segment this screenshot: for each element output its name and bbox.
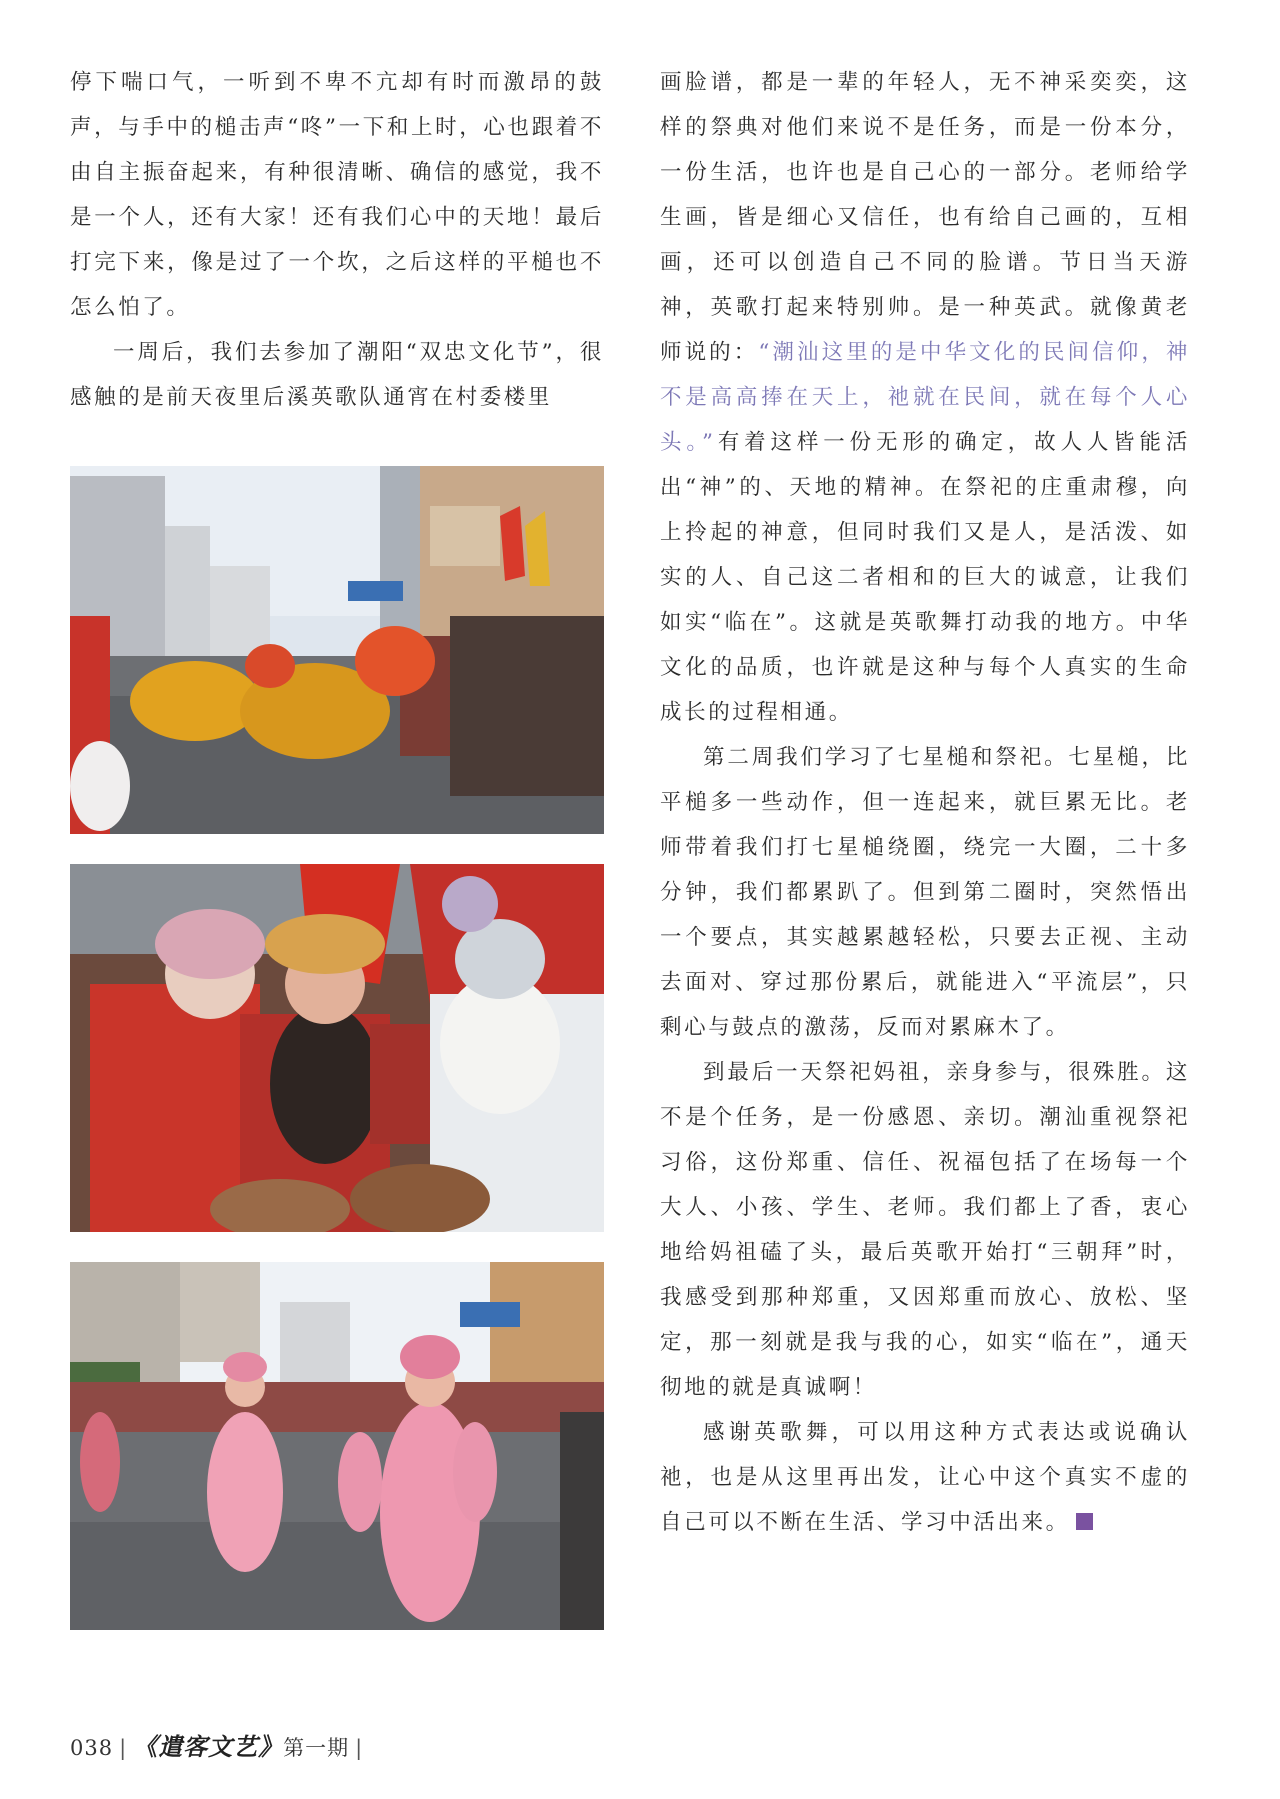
pink-costume-parade-photo [70, 1262, 604, 1630]
issue-label: 第一期 [283, 1736, 350, 1760]
paragraph-text: 有着这样一份无形的确定，故人人皆能活出“神”的、天地的精神。在祭祀的庄重肃穆，向上拎起的神意，但同时我们又是人，是活泼、如实的人、自己这二者相和的巨大的诚意，让我们如实“临在”。这就是英歌舞打动我的地方。中华文化的品质，也许就是这种与每个人真实的生命成长的过程相通。 [660, 430, 1190, 725]
page-footer [70, 1727, 369, 1762]
paragraph-text: 感谢英歌舞，可以用这种方式表达或说确认祂，也是从这里再出发，让心中这个真实不虚的自己可以不断在生活、学习中活出来。 [660, 1420, 1190, 1535]
paragraph: 第二周我们学习了七星槌和祭祀。七星槌，比平槌多一些动作，但一连起来，就巨累无比。老师带着我们打七星槌绕圈，绕完一大圈，二十多分钟，我们都累趴了。但到第二圈时，突然悟出一个要点，其实越累越轻松，只要去正视、主动去面对、穿过那份累后，就能进入“平流层”，只剩心与鼓点的激荡，反而对累麻木了。 [660, 745, 1190, 1040]
paragraph [660, 1410, 1190, 1545]
separator: | [355, 1736, 364, 1760]
end-mark-icon [1076, 1513, 1093, 1530]
paragraph [660, 60, 1190, 735]
left-text-column [70, 60, 604, 420]
paragraph: 到最后一天祭祀妈祖，亲身参与，很殊胜。这不是个任务，是一份感恩、亲切。潮汕重视祭祀习俗，这份郑重、信任、祝福包括了在场每一个大人、小孩、学生、老师。我们都上了香，衷心地给妈祖磕了头，最后英歌开始打“三朝拜”时，我感受到那种郑重，又因郑重而放心、放松、坚定，那一刻就是我与我的心，如实“临在”，通天彻地的就是真诚啊！ [660, 1060, 1190, 1400]
paragraph: 一周后，我们去参加了潮阳“双忠文化节”，很感触的是前天夜里后溪英歌队通宵在村委楼里 [70, 340, 604, 410]
right-text-column [660, 60, 1190, 1545]
paragraph: 停下喘口气，一听到不卑不亢却有时而激昂的鼓声，与手中的槌击声“咚”一下和上时，心也跟着不由自主振奋起来，有种很清晰、确信的感觉，我不是一个人，还有大家！还有我们心中的天地！最后打完下来，像是过了一个坎，之后这样的平槌也不怎么怕了。 [70, 70, 604, 320]
separator: | [119, 1736, 128, 1760]
opera-costume-drummers-photo [70, 864, 604, 1232]
magazine-title: 《遣客文艺》 [133, 1732, 284, 1761]
paragraph-text: 画脸谱，都是一辈的年轻人，无不神采奕奕，这样的祭典对他们来说不是任务，而是一份本分，一份生活，也许也是自己心的一部分。老师给学生画，皆是细心又信任，也有给自己画的，互相画，还可以创造自己不同的脸谱。节日当天游神，英歌打起来特别帅。是一种英武。就像黄老师说的： [660, 70, 1190, 365]
quote-text: “潮汕这里的是中华文化的民间信仰，神不是高高捧在天上，祂就在民间，就在每个人心头。” [660, 340, 1191, 455]
page-number: 038 [70, 1736, 114, 1760]
lion-dance-parade-photo [70, 466, 604, 834]
